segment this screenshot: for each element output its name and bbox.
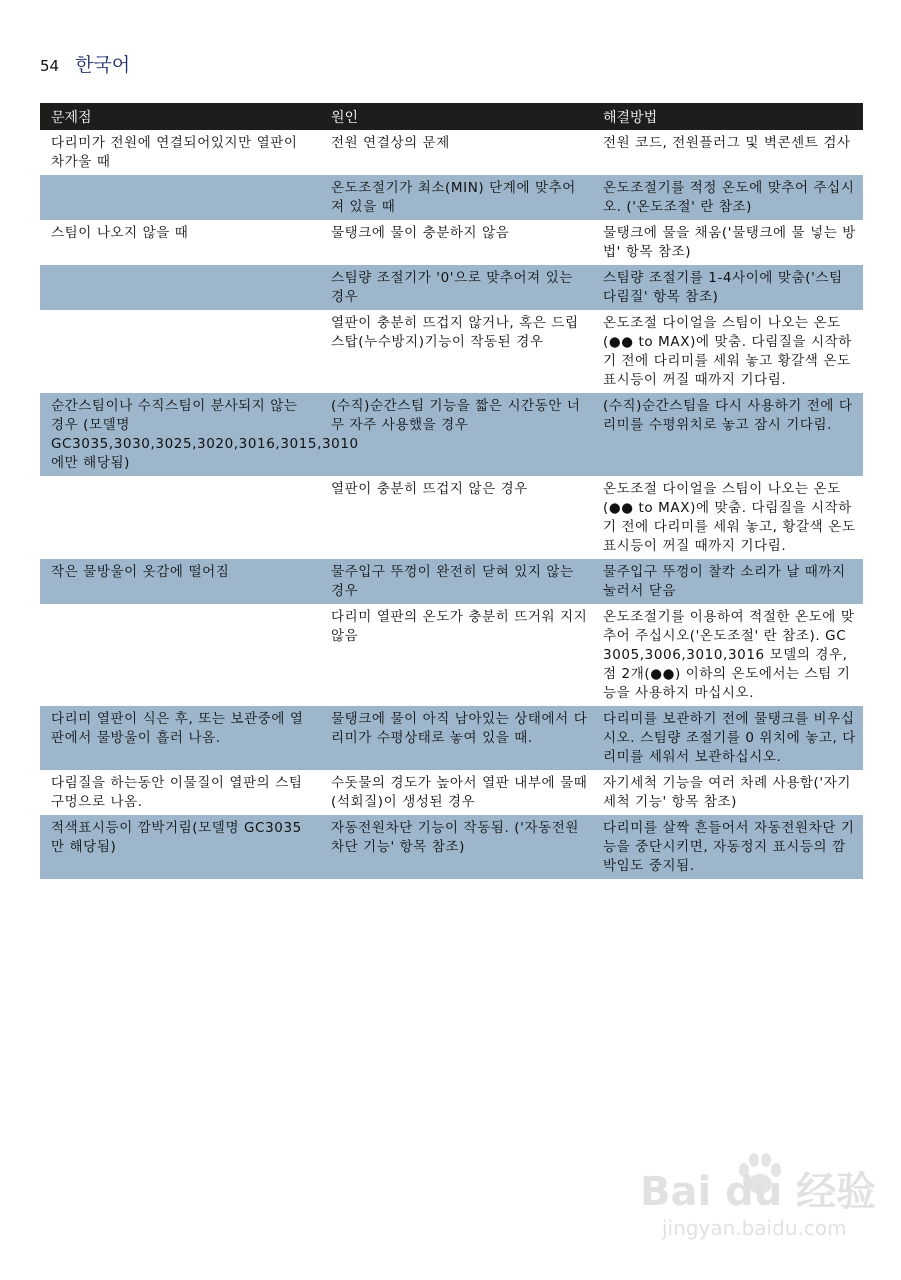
table-body [40, 130, 863, 879]
problem-cell: 스팀이 나오지 않을 때 [51, 225, 189, 241]
cause-cell: (수직)순간스팀 기능을 짧은 시간동안 너무 자주 사용했을 경우 [331, 398, 581, 433]
table-row [40, 393, 863, 476]
cause-cell: 자동전원차단 기능이 작동됨. ('자동전원차단 기능' 항목 참조) [331, 820, 579, 855]
table-row [40, 604, 863, 706]
page-language-title: 한국어 [75, 54, 131, 76]
problem-cell [40, 265, 320, 310]
table-row [40, 310, 863, 393]
cause-cell: 열판이 충분히 뜨겁지 않거나, 혹은 드립스탑(누수방지)기능이 작동된 경우 [331, 315, 579, 350]
problem-cell: 순간스팀이나 수직스팀이 분사되지 않는 경우 (모델명 GC3035,3030,3025,3020,3016,3015,3010 에만 해당됨) [51, 398, 359, 471]
cause-cell: 물탱크에 물이 충분하지 않음 [331, 225, 510, 241]
table-row [40, 130, 863, 175]
cause-cell: 스팀량 조절기가 '0'으로 맞추어져 있는 경우 [331, 270, 573, 305]
solution-cell: 물탱크에 물을 채움('물탱크에 물 넣는 방법' 항목 참조) [603, 225, 856, 260]
solution-cell: 전원 코드, 전원플러그 및 벽콘센트 검사 [603, 135, 851, 151]
solution-cell: 온도조절기를 이용하여 적절한 온도에 맞추어 주십시오('온도조절' 란 참조). GC 3005,3006,3010,3016 모델의 경우, 점 2개(●●) 이하의 온도에서는 스팀 기능을 사용하지 마십시오. [603, 609, 855, 701]
solution-cell: 다리미를 보관하기 전에 물탱크를 비우십시오. 스팀량 조절기를 0 위치에 놓고, 다리미를 세워서 보관하십시오. [603, 711, 856, 765]
cause-cell: 물탱크에 물이 아직 남아있는 상태에서 다리미가 수평상태로 놓여 있을 때. [331, 711, 588, 746]
table-row [40, 265, 863, 310]
solution-cell: 온도조절기를 적정 온도에 맞추어 주십시오. ('온도조절' 란 참조) [603, 180, 855, 215]
cause-cell: 물주입구 뚜껑이 완전히 닫혀 있지 않는 경우 [331, 564, 574, 599]
solution-cell: 물주입구 뚜껑이 찰칵 소리가 날 때까지 눌러서 닫음 [603, 564, 846, 599]
problem-cell [40, 175, 320, 220]
problem-cell: 다리미가 전원에 연결되어있지만 열판이 차가울 때 [51, 135, 298, 170]
watermark-logo: Bai du 经验 [640, 1169, 877, 1215]
table-row [40, 770, 863, 815]
page-header [40, 50, 130, 77]
cause-cell: 다리미 열판의 온도가 충분히 뜨거워 지지 않음 [331, 609, 588, 644]
solution-cell: 다리미를 살짝 흔들어서 자동전원차단 기능을 중단시키면, 자동정지 표시등의 깜박임도 중지됨. [603, 820, 855, 874]
cause-cell: 온도조절기가 최소(MIN) 단계에 맞추어져 있을 때 [331, 180, 576, 215]
table-row [40, 815, 863, 879]
solution-cell: 스팀량 조절기를 1-4사이에 맞춤('스팀 다림질' 항목 참조) [603, 270, 843, 305]
table-row [40, 175, 863, 220]
solution-cell: 온도조절 다이얼을 스팀이 나오는 온도(●● to MAX)에 맞춤. 다림질을 시작하기 전에 다리미를 세워 놓고 황갈색 온도표시등이 꺼질 때까지 기다림. [603, 315, 852, 388]
problem-cell [40, 310, 320, 393]
page-number: 54 [40, 57, 60, 75]
solution-cell: 자기세척 기능을 여러 차례 사용함('자기세척 기능' 항목 참조) [603, 775, 851, 810]
column-header-cause: 원인 [331, 109, 359, 126]
table-row [40, 559, 863, 604]
problem-cell [40, 476, 320, 559]
cause-cell: 수돗물의 경도가 높아서 열판 내부에 물때(석회질)이 생성된 경우 [331, 775, 588, 810]
column-header-problem: 문제점 [51, 109, 92, 126]
solution-cell: (수직)순간스팀을 다시 사용하기 전에 다리미를 수평위치로 놓고 잠시 기다림. [603, 398, 853, 433]
problem-cell: 다림질을 하는동안 이물질이 열판의 스팀구멍으로 나옴. [51, 775, 303, 810]
table-row [40, 220, 863, 265]
cause-cell: 전원 연결상의 문제 [331, 135, 450, 151]
table-header [40, 103, 863, 130]
table-row [40, 706, 863, 770]
problem-cell [40, 604, 320, 706]
problem-cell: 작은 물방울이 옷감에 떨어짐 [51, 564, 230, 580]
solution-cell: 온도조절 다이얼을 스팀이 나오는 온도(●● to MAX)에 맞춤. 다림질을 시작하기 전에 다리미를 세워 놓고, 황갈색 온도표시등이 꺼질 때까지 기다림. [603, 481, 856, 554]
baidu-watermark [640, 1150, 880, 1270]
watermark-url: jingyan.baidu.com [662, 1216, 847, 1240]
problem-cell: 적색표시등이 깜박거림(모델명 GC3035 만 해당됨) [51, 820, 302, 855]
cause-cell: 열판이 충분히 뜨겁지 않은 경우 [331, 481, 528, 497]
troubleshooting-table [40, 103, 863, 879]
problem-cell: 다리미 열판이 식은 후, 또는 보관중에 열판에서 물방울이 흘러 나옴. [51, 711, 304, 746]
table-row [40, 476, 863, 559]
column-header-solution: 해결방법 [603, 109, 658, 126]
